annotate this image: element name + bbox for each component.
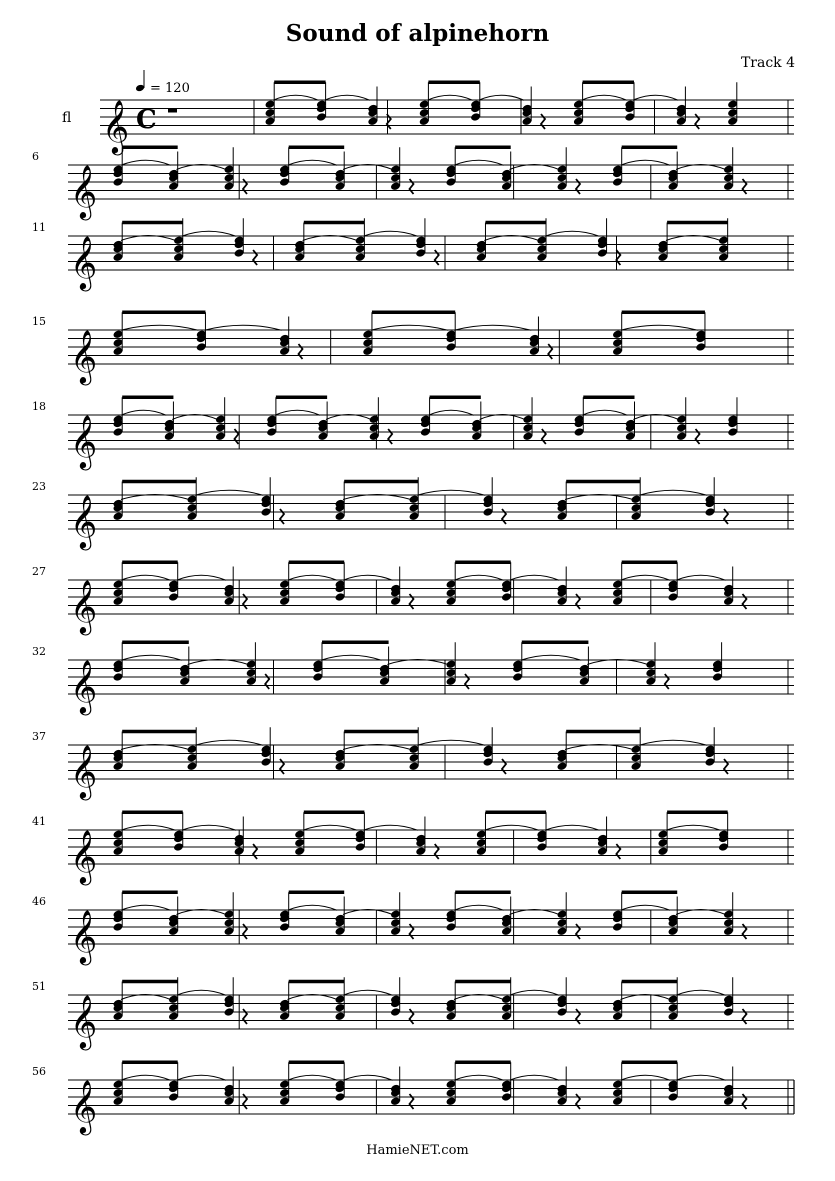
chord (355, 812, 366, 852)
chord (335, 1062, 346, 1102)
chord (727, 82, 738, 126)
chord (446, 982, 457, 1022)
rest (576, 924, 580, 939)
chord (501, 1062, 512, 1102)
chord (668, 977, 679, 1021)
measure-number: 23 (32, 480, 46, 493)
chord (113, 1062, 124, 1106)
tie (484, 825, 539, 830)
chord (557, 147, 568, 191)
chord (612, 147, 623, 187)
rest (502, 509, 506, 524)
tie (545, 231, 600, 236)
chord (113, 982, 124, 1022)
chord (187, 727, 198, 771)
treble-clef-icon: 𝄞 (70, 494, 98, 548)
chord (113, 732, 124, 772)
staff-system (32, 812, 794, 885)
tempo-quarter-note (135, 84, 145, 93)
tie (454, 1075, 504, 1080)
rest (576, 1009, 580, 1024)
tie (581, 95, 626, 100)
rest (435, 250, 439, 265)
chord (723, 892, 734, 936)
tie (510, 575, 560, 580)
tie (621, 160, 671, 165)
time-signature: C (136, 105, 157, 135)
tie (288, 1075, 338, 1080)
chord (224, 147, 235, 191)
chord (312, 642, 323, 682)
chord (512, 642, 523, 682)
rest (724, 759, 728, 774)
chord (168, 897, 179, 937)
measure-number: 41 (32, 815, 46, 828)
chord (246, 642, 257, 686)
chord (597, 218, 608, 258)
chord (557, 482, 568, 522)
tie (521, 655, 582, 660)
chord (446, 312, 457, 352)
rest (253, 844, 257, 859)
chord (279, 982, 290, 1022)
chord (261, 477, 272, 517)
treble-clef-icon: 𝄞 (70, 235, 98, 289)
chord (631, 477, 642, 521)
chord (446, 892, 457, 932)
chord (695, 312, 706, 352)
chord (113, 147, 124, 187)
tie (177, 990, 227, 995)
measure-number: 15 (32, 315, 46, 328)
chord (390, 977, 401, 1017)
measure-number: 11 (32, 221, 46, 234)
rest (243, 1094, 247, 1109)
chord (718, 812, 729, 852)
chord (113, 312, 124, 356)
chord (415, 218, 426, 258)
tie (417, 490, 485, 495)
chord (573, 82, 584, 126)
tie (182, 231, 237, 236)
tie (343, 1075, 393, 1080)
staff-system (32, 1062, 794, 1135)
treble-clef-icon: 𝄞 (102, 99, 130, 153)
chord (657, 812, 668, 856)
tie (621, 905, 671, 910)
staff-system (32, 892, 794, 965)
measure-number: 51 (32, 980, 46, 993)
chord (187, 477, 198, 521)
chord (624, 82, 635, 122)
chord (369, 397, 380, 441)
treble-clef-icon: 𝄞 (70, 579, 98, 633)
tie (288, 160, 338, 165)
tie (121, 655, 182, 660)
rest (576, 179, 580, 194)
chord (668, 897, 679, 937)
chord (501, 562, 512, 602)
rest (541, 114, 545, 129)
chord (390, 567, 401, 607)
rest (253, 250, 257, 265)
tie (273, 95, 318, 100)
rest (502, 759, 506, 774)
tie (371, 325, 448, 330)
tie (343, 990, 393, 995)
measure-number: 27 (32, 565, 46, 578)
chord (113, 892, 124, 932)
chord (335, 152, 346, 192)
chord (335, 732, 346, 772)
chord (557, 567, 568, 607)
rest (743, 594, 747, 609)
rest (465, 674, 469, 689)
tie (621, 1075, 671, 1080)
chord (574, 397, 585, 437)
chord (409, 477, 420, 521)
chord (471, 402, 482, 442)
chord (173, 218, 184, 262)
rest (243, 1009, 247, 1024)
chord (597, 817, 608, 857)
chord (612, 1062, 623, 1106)
treble-clef-icon: 𝄞 (70, 909, 98, 963)
staff-system (32, 312, 794, 385)
chord (234, 817, 245, 857)
chord (483, 477, 494, 517)
chord (294, 812, 305, 856)
tie (510, 990, 560, 995)
chord (727, 397, 738, 437)
chord (224, 567, 235, 607)
tie (621, 325, 698, 330)
tie (321, 655, 382, 660)
tie (454, 905, 504, 910)
tie (676, 990, 726, 995)
rest (665, 674, 669, 689)
chord (335, 977, 346, 1021)
rest (542, 429, 546, 444)
treble-clef-icon: 𝄞 (70, 1079, 98, 1133)
chord (215, 397, 226, 441)
chord (168, 1062, 179, 1102)
treble-clef-icon: 𝄞 (70, 329, 98, 383)
rest (280, 509, 284, 524)
chord (168, 152, 179, 192)
tie (428, 410, 473, 415)
chord (557, 732, 568, 772)
chord (390, 892, 401, 936)
chord (113, 223, 124, 263)
chord (501, 152, 512, 192)
tie (195, 490, 263, 495)
chord (705, 477, 716, 517)
chord (625, 402, 636, 442)
tempo-marking: = 120 (150, 81, 190, 96)
chord (179, 647, 190, 687)
chord (279, 892, 290, 932)
tie (545, 825, 600, 830)
chord (536, 218, 547, 262)
chord (294, 223, 305, 263)
rest (243, 179, 247, 194)
staff-system (32, 642, 794, 715)
rest (243, 924, 247, 939)
rest (410, 594, 414, 609)
staff-system (32, 147, 794, 220)
measure-number: 46 (32, 895, 46, 908)
tie (204, 325, 281, 330)
chord (168, 562, 179, 602)
staff-system (32, 218, 794, 291)
rest (616, 844, 620, 859)
chord (335, 482, 346, 522)
treble-clef-icon: 𝄞 (70, 744, 98, 798)
chord (279, 317, 290, 357)
tie (676, 575, 726, 580)
chord (390, 1067, 401, 1107)
chord (476, 223, 487, 263)
rest (724, 509, 728, 524)
chord (501, 897, 512, 937)
chord (668, 1062, 679, 1102)
rest (234, 429, 238, 444)
chord (335, 897, 346, 937)
rest (576, 594, 580, 609)
rest (243, 594, 247, 609)
track-label: Track 4 (740, 55, 795, 71)
chord (113, 397, 124, 437)
chord (631, 727, 642, 771)
rest (743, 1009, 747, 1024)
tie (121, 1075, 171, 1080)
tie (324, 95, 369, 100)
chord (234, 218, 245, 258)
staff-system (32, 477, 794, 550)
chord (261, 727, 272, 767)
measure-number: 56 (32, 1065, 46, 1078)
chord (657, 223, 668, 263)
chord (265, 82, 276, 126)
chord (557, 1067, 568, 1107)
tie (121, 160, 171, 165)
rest (168, 109, 177, 113)
tie (363, 825, 418, 830)
chord (390, 147, 401, 191)
tie (303, 825, 358, 830)
chord (557, 892, 568, 936)
rest (265, 674, 269, 689)
measure-number: 18 (32, 400, 46, 413)
chord (317, 402, 328, 442)
tie (427, 95, 472, 100)
tie (666, 825, 721, 830)
chord (446, 147, 457, 187)
tie (582, 410, 627, 415)
tie (195, 740, 263, 745)
rest (388, 429, 392, 444)
tie (288, 575, 338, 580)
chord (224, 892, 235, 936)
chord (113, 562, 124, 606)
tie (177, 575, 227, 580)
treble-clef-icon: 𝄞 (70, 659, 98, 713)
chord (266, 397, 277, 437)
staff-system (62, 70, 794, 155)
chord (723, 147, 734, 191)
chord (536, 812, 547, 852)
tie (417, 740, 485, 745)
chord (522, 87, 533, 127)
chord (113, 482, 124, 522)
rest (410, 1009, 414, 1024)
chord (645, 642, 656, 686)
treble-clef-icon: 𝄞 (70, 829, 98, 883)
measure-number: 37 (32, 730, 46, 743)
chord (420, 397, 431, 437)
chord (409, 727, 420, 771)
measure-number: 32 (32, 645, 46, 658)
chord (446, 642, 457, 686)
tie (121, 410, 166, 415)
tie (121, 905, 171, 910)
tie (121, 325, 198, 330)
chord (676, 397, 687, 441)
tie (177, 1075, 227, 1080)
chord (335, 562, 346, 602)
score-title: Sound of alpinehorn (285, 20, 550, 47)
chord (355, 218, 366, 262)
chord (279, 562, 290, 606)
treble-clef-icon: 𝄞 (70, 414, 98, 468)
chord (196, 312, 207, 352)
chord (279, 1062, 290, 1106)
treble-clef-icon: 𝄞 (70, 994, 98, 1048)
chord (362, 312, 373, 356)
chord (723, 567, 734, 607)
chord (723, 977, 734, 1017)
chord (612, 982, 623, 1022)
rest (695, 114, 699, 129)
rest (743, 179, 747, 194)
footer-credit: HamieNET.com (366, 1143, 469, 1158)
chord (501, 977, 512, 1021)
tie (479, 95, 524, 100)
staff-system (32, 397, 794, 470)
tie (121, 825, 176, 830)
chord (483, 727, 494, 767)
chord (224, 1067, 235, 1107)
tie (343, 575, 393, 580)
rest (696, 429, 700, 444)
measure-number: 6 (32, 150, 39, 163)
tie (639, 490, 707, 495)
staff-system (32, 977, 794, 1050)
tie (621, 575, 671, 580)
tie (454, 160, 504, 165)
chord (168, 977, 179, 1021)
instrument-label: fl (62, 110, 72, 126)
chord (446, 562, 457, 606)
chord (316, 82, 327, 122)
tie (275, 410, 320, 415)
chord (612, 562, 623, 606)
rest (410, 179, 414, 194)
rest (299, 344, 303, 359)
chord (705, 727, 716, 767)
tie (363, 231, 418, 236)
chord (279, 147, 290, 187)
chord (415, 817, 426, 857)
chord (557, 977, 568, 1017)
chord (529, 317, 540, 357)
chord (113, 642, 124, 682)
chord (718, 218, 729, 262)
tie (510, 1075, 560, 1080)
rest (410, 924, 414, 939)
chord (522, 397, 533, 441)
chord (379, 647, 390, 687)
rest (435, 844, 439, 859)
chord (224, 977, 235, 1017)
chord (446, 1062, 457, 1106)
chord (113, 812, 124, 856)
tie (454, 575, 504, 580)
tie (639, 740, 707, 745)
chord (612, 312, 623, 356)
staff-system (32, 727, 794, 800)
chord (579, 647, 590, 687)
chord (164, 402, 175, 442)
chord (723, 1067, 734, 1107)
chord (470, 82, 481, 122)
chord (668, 562, 679, 602)
rest (743, 1094, 747, 1109)
tie (121, 575, 171, 580)
treble-clef-icon: 𝄞 (70, 164, 98, 218)
chord (668, 152, 679, 192)
chord (367, 87, 378, 127)
tie (454, 325, 531, 330)
tie (633, 95, 678, 100)
chord (612, 892, 623, 932)
chord (173, 812, 184, 852)
chord (712, 642, 723, 682)
chord (676, 87, 687, 127)
rest (576, 1094, 580, 1109)
rest (280, 759, 284, 774)
rest (548, 344, 552, 359)
tie (288, 905, 338, 910)
staff-system (32, 562, 794, 635)
tie (676, 1075, 726, 1080)
rest (743, 924, 747, 939)
chord (419, 82, 430, 126)
chord (476, 812, 487, 856)
tie (182, 825, 237, 830)
rest (410, 1094, 414, 1109)
